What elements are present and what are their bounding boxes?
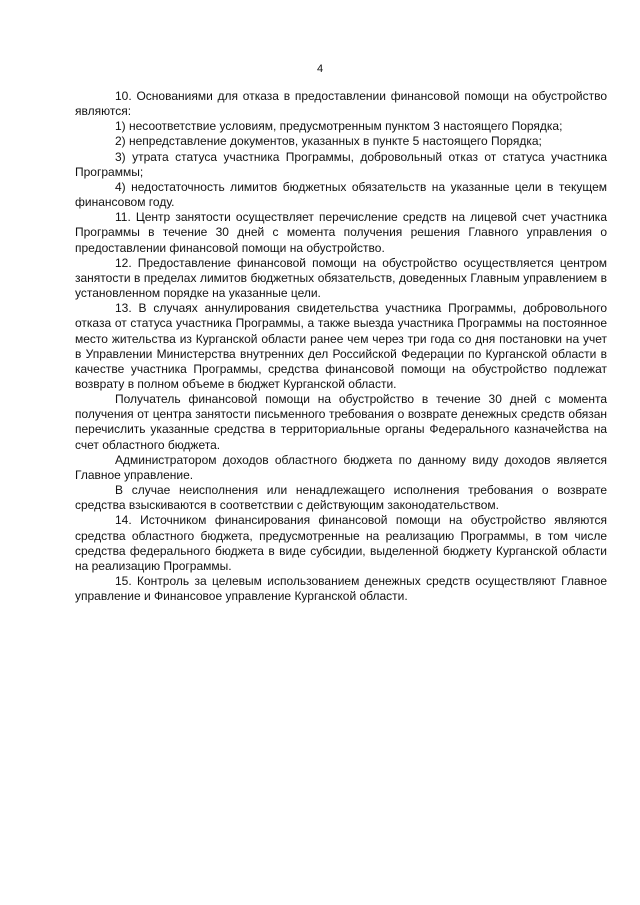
paragraph-10-item-4: 4) недостаточность лимитов бюджетных обязательств на указанные цели в текущем финансовом году. xyxy=(75,179,607,210)
paragraph-10-item-2: 2) непредставление документов, указанных в пункте 5 настоящего Порядка; xyxy=(115,134,542,149)
paragraph-14: 14. Источником финансирования финансовой помощи на обустройство являются средства областного бюджета, предусмотренные на реализацию Программы, в том числе средства федерального бюджета в виде субсидии, выделенной бюджету Курганской области на реализацию Программы. xyxy=(75,513,607,573)
paragraph-11: 11. Центр занятости осуществляет перечисление средств на лицевой счет участника Программы в течение 30 дней с момента получения решения Главного управления о предоставлении финансовой помощи на обустройство. xyxy=(75,210,607,255)
document-body xyxy=(75,89,607,604)
paragraph-12: 12. Предоставление финансовой помощи на обустройство осуществляется центром занятости в пределах лимитов бюджетных обязательств, доведенных Главным управлением в установленном порядке на указанные цели. xyxy=(75,255,607,301)
page-number: 4 xyxy=(316,63,324,75)
paragraph-13-revenue-administrator: Администратором доходов областного бюджета по данному виду доходов является Главное управление. xyxy=(75,452,607,482)
paragraph-15: 15. Контроль за целевым использованием денежных средств осуществляют Главное управление и Финансовое управление Курганской области. xyxy=(75,574,607,604)
paragraph-13-enforcement: В случае неисполнения или ненадлежащего исполнения требования о возврате средства взыскиваются в соответствии с действующим законодательством. xyxy=(75,483,607,513)
paragraph-10: 10. Основаниями для отказа в предоставлении финансовой помощи на обустройство являются: xyxy=(75,89,607,119)
paragraph-13-recipient-obligation: Получатель финансовой помощи на обустройство в течение 30 дней с момента получения от центра занятости письменного требования о возврате денежных средств обязан перечислить указанные средства в территориальные органы Федерального казначейства на счет областного бюджета. xyxy=(75,392,607,452)
paragraph-10-item-1: 1) несоответствие условиям, предусмотренным пунктом 3 настоящего Порядка; xyxy=(115,119,563,134)
paragraph-13: 13. В случаях аннулирования свидетельства участника Программы, добровольного отказа от статуса участника Программы, а также выезда участника Программы на постоянное место жительства из Курганской области ранее чем через три года со дня постановки на учет в Управлении Министерства внутренних дел Российской Федерации по Курганской области в качестве участника Программы, средства финансовой помощи на обустройство подлежат возврату в полном объеме в бюджет Курганской области. xyxy=(75,301,607,391)
paragraph-10-item-3: 3) утрата статуса участника Программы, добровольный отказ от статуса участника Программы; xyxy=(75,149,607,179)
